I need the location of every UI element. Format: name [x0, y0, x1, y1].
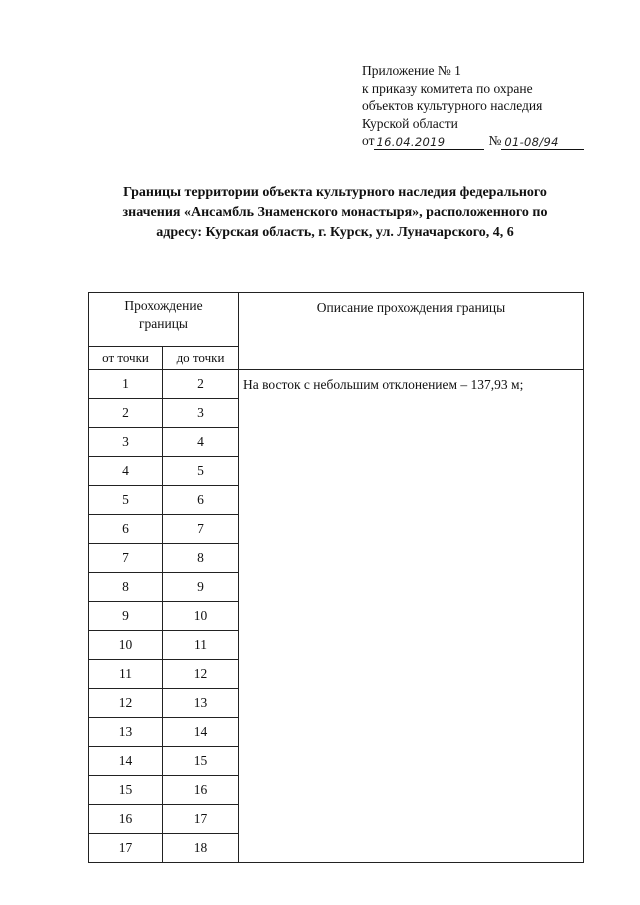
from-point-cell: 7 — [89, 544, 163, 573]
from-label: от — [362, 133, 375, 148]
document-title — [80, 183, 590, 243]
from-point-cell: 12 — [89, 689, 163, 718]
from-point-cell: 10 — [89, 631, 163, 660]
to-point-cell: 7 — [163, 515, 239, 544]
to-point-cell: 10 — [163, 602, 239, 631]
title-line-2: значения «Ансамбль Знаменского монастыря», расположенного по — [122, 205, 548, 220]
handwritten-date: 16.04.2019 — [376, 134, 446, 149]
from-point-cell: 14 — [89, 747, 163, 776]
appendix-order-line: к приказу комитета по охране — [362, 80, 533, 96]
from-point-cell: 3 — [89, 428, 163, 457]
from-point-cell: 5 — [89, 486, 163, 515]
to-point-cell: 5 — [163, 457, 239, 486]
to-point-cell: 14 — [163, 718, 239, 747]
to-point-cell: 9 — [163, 573, 239, 602]
from-point-cell: 9 — [89, 602, 163, 631]
from-point-cell: 6 — [89, 515, 163, 544]
title-line-3: адресу: Курская область, г. Курск, ул. Луначарского, 4, 6 — [156, 225, 514, 240]
to-point-cell: 13 — [163, 689, 239, 718]
from-point-cell: 13 — [89, 718, 163, 747]
to-point-cell: 4 — [163, 428, 239, 457]
appendix-region-line: Курской области — [362, 115, 458, 131]
from-point-cell: 1 — [89, 370, 163, 399]
from-point-cell: 16 — [89, 805, 163, 834]
order-number-field — [501, 135, 584, 150]
to-point-cell: 3 — [163, 399, 239, 428]
to-point-cell: 2 — [163, 370, 239, 399]
header-passage-line-2: границы — [138, 316, 189, 331]
from-point-cell: 17 — [89, 834, 163, 863]
header-from-point: от точки — [89, 347, 163, 370]
handwritten-number: 01-08/94 — [504, 134, 559, 149]
to-point-cell: 6 — [163, 486, 239, 515]
header-to-point: до точки — [163, 347, 239, 370]
title-line-1: Границы территории объекта культурного наследия федерального — [123, 185, 547, 200]
order-date-number-row — [362, 132, 612, 150]
to-point-cell: 17 — [163, 805, 239, 834]
appendix-committee-line: объектов культурного наследия — [362, 98, 543, 113]
to-point-cell: 8 — [163, 544, 239, 573]
from-point-cell: 15 — [89, 776, 163, 805]
boundary-table — [88, 292, 584, 863]
header-passage-line-1: Прохождение — [124, 298, 203, 313]
number-label: № — [488, 133, 502, 148]
from-point-cell: 11 — [89, 660, 163, 689]
header-boundary-passage — [89, 293, 239, 347]
to-point-cell: 15 — [163, 747, 239, 776]
header-description: Описание прохождения границы — [239, 293, 584, 370]
order-date-field — [374, 135, 484, 150]
from-point-cell: 4 — [89, 457, 163, 486]
appendix-header — [362, 62, 612, 150]
appendix-number: Приложение № 1 — [362, 63, 461, 78]
from-point-cell: 8 — [89, 573, 163, 602]
to-point-cell: 11 — [163, 631, 239, 660]
to-point-cell: 12 — [163, 660, 239, 689]
to-point-cell: 18 — [163, 834, 239, 863]
to-point-cell: 16 — [163, 776, 239, 805]
from-point-cell: 2 — [89, 399, 163, 428]
boundary-description-cell: На восток с небольшим отклонением – 137,93 м; — [239, 370, 584, 863]
